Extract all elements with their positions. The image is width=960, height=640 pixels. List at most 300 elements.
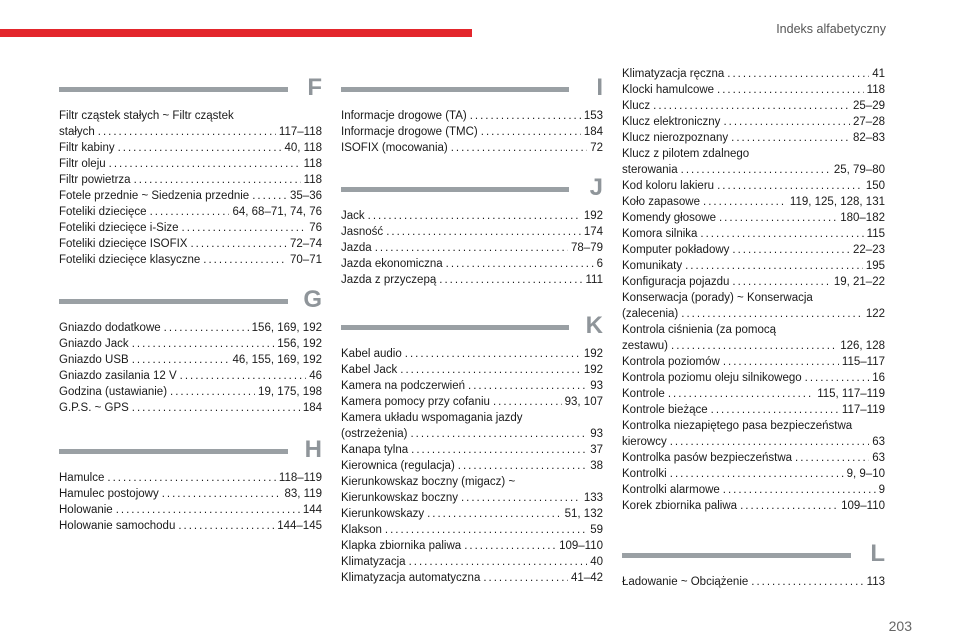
dot-leader <box>685 258 863 274</box>
index-entry-text: Klimatyzacja <box>341 556 406 568</box>
dot-leader <box>731 130 850 146</box>
index-entry-pages[interactable]: 184 <box>583 126 603 138</box>
index-entry[interactable] <box>341 410 603 442</box>
dot-leader <box>732 242 850 258</box>
dot-leader <box>150 204 230 220</box>
index-entry-pages[interactable]: 109–110 <box>841 500 885 512</box>
index-entry-text: Informacje drogowe (TA) <box>341 110 467 122</box>
dot-leader <box>162 486 282 502</box>
dot-leader <box>493 394 562 410</box>
index-entry-text: Komunikaty <box>622 260 683 272</box>
index-entry-pages[interactable]: 22–23 <box>853 244 885 256</box>
dot-leader <box>132 336 275 352</box>
dot-leader <box>116 502 300 518</box>
index-entry-pages[interactable]: 6 <box>596 258 603 270</box>
index-entry-text: ISOFIX (mocowania) <box>341 142 448 154</box>
dot-leader <box>717 178 863 194</box>
index-entry-pages[interactable]: 19, 21–22 <box>833 276 885 288</box>
index-entry-pages[interactable]: 93 <box>590 380 603 392</box>
index-entry-pages[interactable]: 72 <box>590 142 603 154</box>
section-divider <box>59 87 288 92</box>
index-entry-pages[interactable]: 41 <box>872 68 885 80</box>
index-entry-text: Jazda ekonomiczna <box>341 258 443 270</box>
index-entry-pages[interactable]: 59 <box>590 524 603 536</box>
dot-leader <box>180 368 307 384</box>
index-entry-text: Kontrola poziomu oleju silnikowego <box>622 372 802 384</box>
index-entry[interactable] <box>59 156 322 172</box>
index-entry[interactable] <box>341 474 603 506</box>
index-entry[interactable] <box>622 386 885 402</box>
dot-leader <box>427 506 562 522</box>
index-entry-list <box>341 208 603 288</box>
index-section-k <box>341 314 603 586</box>
dot-leader <box>795 450 869 466</box>
index-entry[interactable] <box>341 240 603 256</box>
dot-leader <box>109 156 301 172</box>
index-entry-pages[interactable]: 40 <box>590 556 603 568</box>
dot-leader <box>703 194 787 210</box>
index-entry-pages[interactable]: 144–145 <box>277 520 322 532</box>
index-entry[interactable] <box>622 466 885 482</box>
page-number: 203 <box>888 618 912 634</box>
index-entry-text: Kabel Jack <box>341 364 398 376</box>
dot-leader <box>723 482 876 498</box>
index-entry[interactable] <box>622 498 885 514</box>
dot-leader <box>252 188 287 204</box>
index-entry[interactable] <box>622 146 885 178</box>
index-entry-pages[interactable]: 180–182 <box>840 212 885 224</box>
index-entry-text: (ostrzeżenia) <box>341 428 408 440</box>
index-entry-text: Kierunkowskazy <box>341 508 425 520</box>
index-entry-list <box>341 108 603 156</box>
index-entry-pages[interactable]: 113 <box>866 576 885 588</box>
dot-leader <box>671 338 837 354</box>
index-entry-text: Klucz elektroniczny <box>622 116 721 128</box>
index-entry-pages[interactable]: 150 <box>865 180 885 192</box>
index-entry-pages[interactable]: 126, 128 <box>840 340 885 352</box>
index-entry-text: Hamulec postojowy <box>59 488 159 500</box>
index-entry[interactable] <box>622 322 885 354</box>
index-entry-text: Filtr powietrza <box>59 174 131 186</box>
index-entry-text: sterowania <box>622 164 678 176</box>
index-section-f <box>59 76 322 268</box>
index-entry[interactable] <box>59 400 322 416</box>
dot-leader <box>723 354 839 370</box>
index-entry[interactable] <box>341 538 603 554</box>
index-entry-pages[interactable]: 184 <box>302 402 322 414</box>
dot-leader <box>670 434 869 450</box>
dot-leader <box>164 320 249 336</box>
index-entry[interactable] <box>622 194 885 210</box>
index-entry[interactable] <box>341 378 603 394</box>
dot-leader <box>481 124 581 140</box>
index-entry-pages[interactable]: 156, 192 <box>277 338 322 350</box>
index-entry-text: Kontrolki alarmowe <box>622 484 720 496</box>
section-header <box>341 176 603 202</box>
index-entry-pages[interactable]: 192 <box>583 210 603 222</box>
index-section-h <box>59 438 322 534</box>
index-entry-list <box>341 346 603 586</box>
dot-leader <box>727 66 869 82</box>
section-letter: F <box>307 74 322 101</box>
index-entry[interactable] <box>341 570 603 586</box>
index-entry-text: Foteliki dziecięce i-Size <box>59 222 179 234</box>
index-entry[interactable] <box>341 442 603 458</box>
index-entry-pages[interactable]: 115 <box>866 228 885 240</box>
index-entry-text: Komendy głosowe <box>622 212 716 224</box>
index-entry-pages[interactable]: 118 <box>303 174 322 186</box>
index-entry-pages[interactable]: 117–119 <box>841 404 885 416</box>
index-entry[interactable] <box>59 140 322 156</box>
index-entry-pages[interactable]: 118 <box>303 158 322 170</box>
index-entry[interactable] <box>341 506 603 522</box>
index-entry-pages[interactable]: 144 <box>302 504 322 516</box>
index-entry-pages[interactable]: 27–28 <box>853 116 885 128</box>
index-entry-text-line: Kamera układu wspomagania jazdy <box>341 412 523 424</box>
section-header <box>59 76 322 102</box>
index-entry-pages[interactable]: 118–119 <box>278 472 322 484</box>
index-entry[interactable] <box>341 346 603 362</box>
index-entry-text: Ładowanie ~ Obciążenie <box>622 576 749 588</box>
index-entry-pages[interactable]: 41–42 <box>571 572 603 584</box>
index-entry-pages[interactable]: 64, 68–71, 74, 76 <box>232 206 322 218</box>
index-entry-text: Klucz nierozpoznany <box>622 132 729 144</box>
index-entry-text: Kontrola poziomów <box>622 356 720 368</box>
section-letter: G <box>303 286 322 313</box>
index-entry[interactable] <box>622 242 885 258</box>
section-header <box>59 438 322 464</box>
index-entry[interactable] <box>622 290 885 322</box>
dot-leader <box>368 208 581 224</box>
index-entry-text: Koło zapasowe <box>622 196 700 208</box>
dot-leader <box>375 240 568 256</box>
index-entry-text: Komora silnika <box>622 228 698 240</box>
index-entry-list <box>622 66 885 514</box>
index-entry-pages[interactable]: 115, 117–119 <box>817 388 885 400</box>
dot-leader <box>464 538 556 554</box>
index-entry-pages[interactable]: 63 <box>872 436 885 448</box>
index-entry[interactable] <box>59 172 322 188</box>
dot-leader <box>653 98 850 114</box>
dot-leader <box>458 458 587 474</box>
index-entry-pages[interactable]: 46 <box>309 370 322 382</box>
index-entry-pages[interactable]: 174 <box>583 226 603 238</box>
index-entry-text: zestawu) <box>622 340 669 352</box>
index-entry-pages[interactable]: 192 <box>583 364 603 376</box>
section-letter: I <box>596 74 603 101</box>
dot-leader <box>118 140 282 156</box>
dot-leader <box>132 352 230 368</box>
index-entry-text: Kod koloru lakieru <box>622 180 715 192</box>
index-entry-pages[interactable]: 83, 119 <box>284 488 322 500</box>
dot-leader <box>190 236 287 252</box>
index-entry-text-line: Filtr cząstek stałych ~ Filtr cząstek <box>59 110 234 122</box>
index-entry-text: Kierownica (regulacja) <box>341 460 455 472</box>
index-entry-pages[interactable]: 9, 9–10 <box>846 468 885 480</box>
section-letter: K <box>585 312 603 339</box>
index-entry[interactable] <box>622 66 885 82</box>
dot-leader <box>670 466 844 482</box>
index-entry[interactable] <box>341 362 603 378</box>
index-entry-text: Filtr oleju <box>59 158 106 170</box>
index-entry-text: Jack <box>341 210 365 222</box>
dot-leader <box>170 384 255 400</box>
index-entry[interactable] <box>59 188 322 204</box>
index-entry[interactable] <box>59 518 322 534</box>
index-entry[interactable] <box>622 402 885 418</box>
dot-leader <box>410 426 587 442</box>
index-entry-text: Foteliki dziecięce <box>59 206 147 218</box>
dot-leader <box>700 226 863 242</box>
index-entry[interactable] <box>622 370 885 386</box>
index-entry-pages[interactable]: 78–79 <box>571 242 603 254</box>
index-entry-pages[interactable]: 133 <box>583 492 603 504</box>
index-entry-text: Kanapa tylna <box>341 444 409 456</box>
index-section-l <box>622 542 885 590</box>
index-entry[interactable] <box>622 226 885 242</box>
dot-leader <box>182 220 307 236</box>
dot-leader <box>805 370 870 386</box>
index-entry-text: Kontrolka pasów bezpieczeństwa <box>622 452 793 464</box>
index-entry-pages[interactable]: 76 <box>309 222 322 234</box>
dot-leader <box>681 306 863 322</box>
index-entry-pages[interactable]: 111 <box>585 274 603 286</box>
index-entry[interactable] <box>622 450 885 466</box>
index-entry-text: Klimatyzacja automatyczna <box>341 572 481 584</box>
index-entry[interactable] <box>622 418 885 450</box>
dot-leader <box>470 108 581 124</box>
index-entry-text: stałych <box>59 126 95 138</box>
index-entry-text: kierowcy <box>622 436 667 448</box>
index-entry-pages[interactable]: 72–74 <box>290 238 322 250</box>
index-entry[interactable] <box>622 354 885 370</box>
index-entry-list <box>59 320 322 416</box>
index-entry-text: Jazda z przyczepą <box>341 274 437 286</box>
dot-leader <box>732 274 830 290</box>
index-entry[interactable] <box>341 256 603 272</box>
index-entry[interactable] <box>341 394 603 410</box>
index-entry[interactable] <box>341 224 603 240</box>
index-entry-text: Kontrole bieżące <box>622 404 708 416</box>
index-entry-pages[interactable]: 37 <box>590 444 603 456</box>
index-entry-text-line: Kontrolka niezapiętego pasa bezpieczeństwa <box>622 420 853 432</box>
index-entry-text: G.P.S. ~ GPS <box>59 402 129 414</box>
dot-leader <box>107 470 276 486</box>
dot-leader <box>386 224 581 240</box>
index-entry-text: Kontrolki <box>622 468 667 480</box>
index-entry[interactable] <box>622 114 885 130</box>
index-entry[interactable] <box>59 352 322 368</box>
index-entry-text-line: Klucz z pilotem zdalnego <box>622 148 750 160</box>
section-header <box>622 542 885 568</box>
index-entry-text: Klakson <box>341 524 382 536</box>
index-entry-text: Kontrole <box>622 388 665 400</box>
index-entry-pages[interactable]: 25–29 <box>853 100 885 112</box>
dot-leader <box>203 252 287 268</box>
dot-leader <box>461 490 581 506</box>
index-entry-pages[interactable]: 51, 132 <box>564 508 603 520</box>
section-header <box>341 314 603 340</box>
index-entry-pages[interactable]: 16 <box>872 372 885 384</box>
dot-leader <box>483 570 568 586</box>
index-entry-text-line: Kontrola ciśnienia (za pomocą <box>622 324 777 336</box>
index-entry-pages[interactable]: 122 <box>865 308 885 320</box>
dot-leader <box>385 522 587 538</box>
index-entry[interactable] <box>622 82 885 98</box>
index-entry-text: Klocki hamulcowe <box>622 84 715 96</box>
dot-leader <box>178 518 274 534</box>
dot-leader <box>405 346 581 362</box>
index-entry-pages[interactable]: 25, 79–80 <box>833 164 885 176</box>
index-entry[interactable] <box>59 336 322 352</box>
index-entry[interactable] <box>341 522 603 538</box>
index-entry[interactable] <box>622 482 885 498</box>
index-entry-list <box>622 574 885 590</box>
dot-leader <box>751 574 863 590</box>
index-entry-text: Gniazdo zasilania 12 V <box>59 370 177 382</box>
section-header <box>59 288 322 314</box>
index-section-g <box>59 288 322 416</box>
header-accent-bar <box>0 29 472 37</box>
index-entry-text: Holowanie <box>59 504 113 516</box>
index-entry-text: Foteliki dziecięce ISOFIX <box>59 238 188 250</box>
index-entry-pages[interactable]: 115–117 <box>841 356 885 368</box>
index-entry-text: Gniazdo dodatkowe <box>59 322 161 334</box>
index-entry-pages[interactable]: 46, 155, 169, 192 <box>232 354 322 366</box>
index-entry[interactable] <box>341 208 603 224</box>
index-entry-pages[interactable]: 118 <box>866 84 885 96</box>
index-entry[interactable] <box>622 178 885 194</box>
section-header <box>341 76 603 102</box>
index-entry-text: Jasność <box>341 226 384 238</box>
index-entry-pages[interactable]: 153 <box>583 110 603 122</box>
dot-leader <box>740 498 838 514</box>
index-entry-text: Konfiguracja pojazdu <box>622 276 730 288</box>
index-entry-text: Hamulce <box>59 472 105 484</box>
index-section-i <box>341 76 603 156</box>
section-divider <box>59 449 288 454</box>
section-divider <box>622 553 851 558</box>
index-entry-pages[interactable]: 192 <box>583 348 603 360</box>
index-entry-text: Klimatyzacja ręczna <box>622 68 725 80</box>
index-entry[interactable] <box>622 98 885 114</box>
index-entry[interactable] <box>622 274 885 290</box>
dot-leader <box>719 210 837 226</box>
index-entry[interactable] <box>622 574 885 590</box>
index-entry-pages[interactable]: 40, 118 <box>284 142 322 154</box>
dot-leader <box>134 172 301 188</box>
index-entry-text: Kabel audio <box>341 348 402 360</box>
index-entry[interactable] <box>622 258 885 274</box>
dot-leader <box>132 400 300 416</box>
index-entry-text: Holowanie samochodu <box>59 520 176 532</box>
index-entry-text-line: Konserwacja (porady) ~ Konserwacja <box>622 292 813 304</box>
section-letter: J <box>589 174 603 201</box>
index-entry-pages[interactable]: 117–118 <box>278 126 322 138</box>
index-entry[interactable] <box>341 140 603 156</box>
page-header-title: Indeks alfabetyczny <box>776 22 886 36</box>
dot-leader <box>711 402 839 418</box>
index-entry-pages[interactable]: 93 <box>590 428 603 440</box>
index-entry[interactable] <box>59 204 322 220</box>
index-entry-text: (zalecenia) <box>622 308 679 320</box>
index-entry[interactable] <box>59 320 322 336</box>
index-entry-text: Filtr kabiny <box>59 142 115 154</box>
section-divider <box>341 325 569 330</box>
index-entry[interactable] <box>59 368 322 384</box>
index-entry-pages[interactable]: 70–71 <box>290 254 322 266</box>
index-entry-text: Korek zbiornika paliwa <box>622 500 738 512</box>
dot-leader <box>439 272 582 288</box>
index-entry-pages[interactable]: 195 <box>865 260 885 272</box>
index-entry-pages[interactable]: 93, 107 <box>564 396 603 408</box>
index-entry[interactable] <box>341 554 603 570</box>
index-entry-text: Jazda <box>341 242 372 254</box>
index-entry-pages[interactable]: 109–110 <box>559 540 603 552</box>
index-entry[interactable] <box>59 486 322 502</box>
section-letter: L <box>870 540 885 567</box>
index-entry-text: Gniazdo Jack <box>59 338 129 350</box>
index-section-j <box>341 176 603 288</box>
index-entry-text: Kierunkowskaz boczny <box>341 492 458 504</box>
section-letter: H <box>304 436 322 463</box>
dot-leader <box>681 162 831 178</box>
dot-leader <box>717 82 864 98</box>
index-entry[interactable] <box>622 210 885 226</box>
index-entry-pages[interactable]: 82–83 <box>853 132 885 144</box>
dot-leader <box>446 256 594 272</box>
index-entry[interactable] <box>341 108 603 124</box>
index-entry[interactable] <box>59 252 322 268</box>
dot-leader <box>400 362 581 378</box>
index-entry-text-line: Kierunkowskaz boczny (migacz) ~ <box>341 476 516 488</box>
index-entry[interactable] <box>59 470 322 486</box>
index-entry[interactable] <box>59 384 322 400</box>
index-entry[interactable] <box>59 502 322 518</box>
index-entry-list <box>59 108 322 268</box>
section-divider <box>341 187 569 192</box>
index-entry[interactable] <box>341 458 603 474</box>
dot-leader <box>668 386 814 402</box>
index-entry-text: Komputer pokładowy <box>622 244 730 256</box>
section-divider <box>341 87 569 92</box>
index-entry[interactable] <box>341 272 603 288</box>
index-entry[interactable] <box>59 220 322 236</box>
index-entry[interactable] <box>622 130 885 146</box>
index-entry[interactable] <box>59 236 322 252</box>
index-entry-pages[interactable]: 156, 169, 192 <box>251 322 322 334</box>
index-entry-pages[interactable]: 9 <box>878 484 885 496</box>
index-section-continued <box>622 66 885 514</box>
index-entry-pages[interactable]: 63 <box>872 452 885 464</box>
index-entry[interactable] <box>341 124 603 140</box>
dot-leader <box>409 554 588 570</box>
dot-leader <box>451 140 587 156</box>
index-entry-text: Informacje drogowe (TMC) <box>341 126 478 138</box>
index-entry-pages[interactable]: 38 <box>590 460 603 472</box>
index-entry-text: Fotele przednie ~ Siedzenia przednie <box>59 190 250 202</box>
index-entry-pages[interactable]: 19, 175, 198 <box>258 386 322 398</box>
index-entry-text: Kamera na podczerwień <box>341 380 466 392</box>
index-entry[interactable] <box>59 108 322 140</box>
section-divider <box>59 299 288 304</box>
dot-leader <box>411 442 587 458</box>
index-entry-pages[interactable]: 35–36 <box>290 190 322 202</box>
dot-leader <box>468 378 587 394</box>
index-entry-text: Kamera pomocy przy cofaniu <box>341 396 490 408</box>
index-entry-list <box>59 470 322 534</box>
index-entry-pages[interactable]: 119, 125, 128, 131 <box>789 196 885 208</box>
